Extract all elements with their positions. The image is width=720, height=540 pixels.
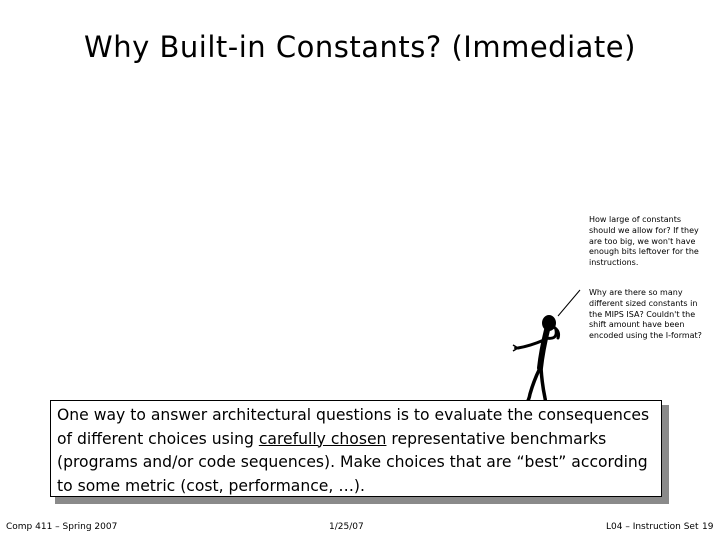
footer-page-number: 19 <box>702 522 714 532</box>
side-note-constant-variety: Why are there so many different sized constants in the MIPS ISA? Couldn't the shift amount have been encoded using the I-format? <box>589 288 702 341</box>
callout-box <box>50 400 662 497</box>
footer-date: 1/25/07 <box>329 522 364 532</box>
side-note-constant-size: How large of constants should we allow for? If they are too big, we won't have enough bits leftover for the instructions. <box>589 215 699 268</box>
callout-text-before: One way to answer architectural questions is to evaluate the consequences of different choices using <box>57 406 650 448</box>
slide-title: Why Built-in Constants? (Immediate) <box>84 30 636 64</box>
callout-text-underlined: carefully chosen <box>258 429 387 448</box>
thinking-stick-figure-icon <box>500 280 600 410</box>
callout-text-after: representative benchmarks (programs and/or code sequences). Make choices that are “best” according to some metric (cost, performance, …). <box>57 429 648 495</box>
footer-section: L04 – Instruction Set <box>606 522 699 532</box>
footer-course: Comp 411 – Spring 2007 <box>6 522 118 532</box>
